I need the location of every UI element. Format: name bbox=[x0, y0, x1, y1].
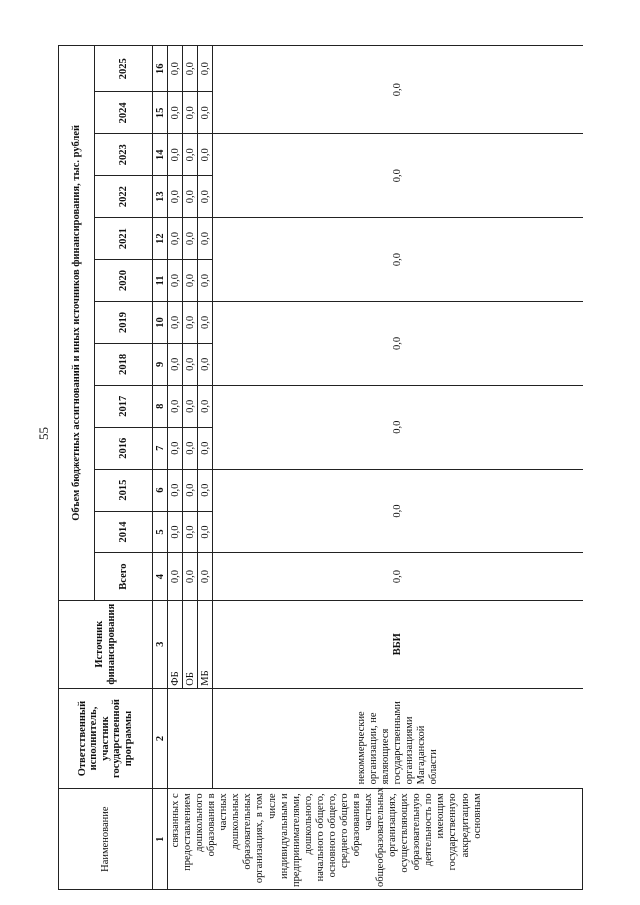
value-cell: 0,0 bbox=[213, 385, 583, 469]
value-cell: 0,0 bbox=[168, 553, 183, 600]
column-number: 13 bbox=[153, 176, 168, 218]
table-row bbox=[168, 46, 183, 890]
column-number: 3 bbox=[153, 600, 168, 688]
executor-text: некоммерческие организации, не являющиеся государственными организациями Магаданской области bbox=[213, 688, 583, 789]
header-year: 2018 bbox=[95, 343, 153, 385]
header-executor: Ответственный исполнитель, участник государственной программы bbox=[59, 688, 153, 789]
header-year: 2015 bbox=[95, 469, 153, 511]
header-year: 2025 bbox=[95, 46, 153, 92]
header-year: 2017 bbox=[95, 385, 153, 427]
column-number: 16 bbox=[153, 46, 168, 92]
source-label: ОБ bbox=[183, 600, 198, 688]
value-cell: 0,0 bbox=[168, 92, 183, 134]
value-cell: 0,0 bbox=[183, 343, 198, 385]
header-total: Всего bbox=[95, 553, 153, 600]
column-number: 6 bbox=[153, 469, 168, 511]
source-label: ВБИ bbox=[213, 600, 583, 688]
value-cell: 0,0 bbox=[183, 301, 198, 343]
header-year: 2023 bbox=[95, 134, 153, 176]
header-volume: Объем бюджетных ассигнований и иных источников финансирования, тыс. рублей bbox=[59, 46, 95, 601]
value-cell: 0,0 bbox=[198, 385, 213, 427]
value-cell: 0,0 bbox=[198, 301, 213, 343]
value-cell: 0,0 bbox=[198, 469, 213, 511]
header-name: Наименование bbox=[59, 789, 153, 890]
value-cell: 0,0 bbox=[213, 553, 583, 600]
column-number: 4 bbox=[153, 553, 168, 600]
column-number: 7 bbox=[153, 427, 168, 469]
source-label: ФБ bbox=[168, 600, 183, 688]
program-name: связанных с предоставлением дошкольного образования в частных дошкольных образовательных организациях, в том числе индивидуальным и предпринимателями, дошкольного, начального общего, основного общего, среднего общего образования в частных общеобразовательных организациях, осуществляющих образовательную деятельность по имеющим государственную аккредитацию основным bbox=[168, 789, 583, 890]
value-cell: 0,0 bbox=[168, 343, 183, 385]
value-cell: 0,0 bbox=[198, 427, 213, 469]
value-cell: 0,0 bbox=[213, 301, 583, 385]
value-cell: 0,0 bbox=[183, 218, 198, 260]
column-number: 14 bbox=[153, 134, 168, 176]
column-number: 12 bbox=[153, 218, 168, 260]
header-year: 2014 bbox=[95, 511, 153, 553]
rotated-table-container bbox=[58, 45, 608, 890]
value-cell: 0,0 bbox=[168, 260, 183, 302]
value-cell: 0,0 bbox=[183, 134, 198, 176]
column-number: 5 bbox=[153, 511, 168, 553]
header-source: Источник финансирования bbox=[59, 600, 153, 688]
value-cell: 0,0 bbox=[198, 46, 213, 92]
value-cell: 0,0 bbox=[213, 218, 583, 302]
page-number: 55 bbox=[36, 427, 51, 440]
value-cell: 0,0 bbox=[168, 134, 183, 176]
column-number: 8 bbox=[153, 385, 168, 427]
header-year: 2019 bbox=[95, 301, 153, 343]
value-cell: 0,0 bbox=[198, 343, 213, 385]
table-row bbox=[213, 46, 583, 890]
value-cell: 0,0 bbox=[183, 92, 198, 134]
value-cell: 0,0 bbox=[198, 260, 213, 302]
value-cell: 0,0 bbox=[213, 469, 583, 553]
value-cell: 0,0 bbox=[168, 301, 183, 343]
value-cell: 0,0 bbox=[213, 46, 583, 134]
header-year: 2020 bbox=[95, 260, 153, 302]
value-cell: 0,0 bbox=[198, 218, 213, 260]
value-cell: 0,0 bbox=[198, 176, 213, 218]
column-number: 15 bbox=[153, 92, 168, 134]
executor-empty bbox=[168, 688, 213, 789]
value-cell: 0,0 bbox=[183, 553, 198, 600]
value-cell: 0,0 bbox=[183, 427, 198, 469]
value-cell: 0,0 bbox=[183, 511, 198, 553]
value-cell: 0,0 bbox=[168, 469, 183, 511]
column-number-row bbox=[153, 46, 168, 890]
value-cell: 0,0 bbox=[183, 176, 198, 218]
value-cell: 0,0 bbox=[213, 134, 583, 218]
value-cell: 0,0 bbox=[198, 134, 213, 176]
column-number: 10 bbox=[153, 301, 168, 343]
header-year: 2024 bbox=[95, 92, 153, 134]
header-year: 2016 bbox=[95, 427, 153, 469]
value-cell: 0,0 bbox=[183, 385, 198, 427]
value-cell: 0,0 bbox=[168, 511, 183, 553]
column-number: 9 bbox=[153, 343, 168, 385]
value-cell: 0,0 bbox=[183, 46, 198, 92]
value-cell: 0,0 bbox=[183, 469, 198, 511]
value-cell: 0,0 bbox=[168, 427, 183, 469]
value-cell: 0,0 bbox=[198, 553, 213, 600]
header-year: 2022 bbox=[95, 176, 153, 218]
value-cell: 0,0 bbox=[168, 218, 183, 260]
column-number: 2 bbox=[153, 688, 168, 789]
source-label: МБ bbox=[198, 600, 213, 688]
value-cell: 0,0 bbox=[198, 92, 213, 134]
value-cell: 0,0 bbox=[168, 385, 183, 427]
column-number: 1 bbox=[153, 789, 168, 890]
value-cell: 0,0 bbox=[168, 46, 183, 92]
header-year: 2021 bbox=[95, 218, 153, 260]
financing-table bbox=[58, 45, 583, 890]
value-cell: 0,0 bbox=[168, 176, 183, 218]
value-cell: 0,0 bbox=[198, 511, 213, 553]
column-number: 11 bbox=[153, 260, 168, 302]
value-cell: 0,0 bbox=[183, 260, 198, 302]
